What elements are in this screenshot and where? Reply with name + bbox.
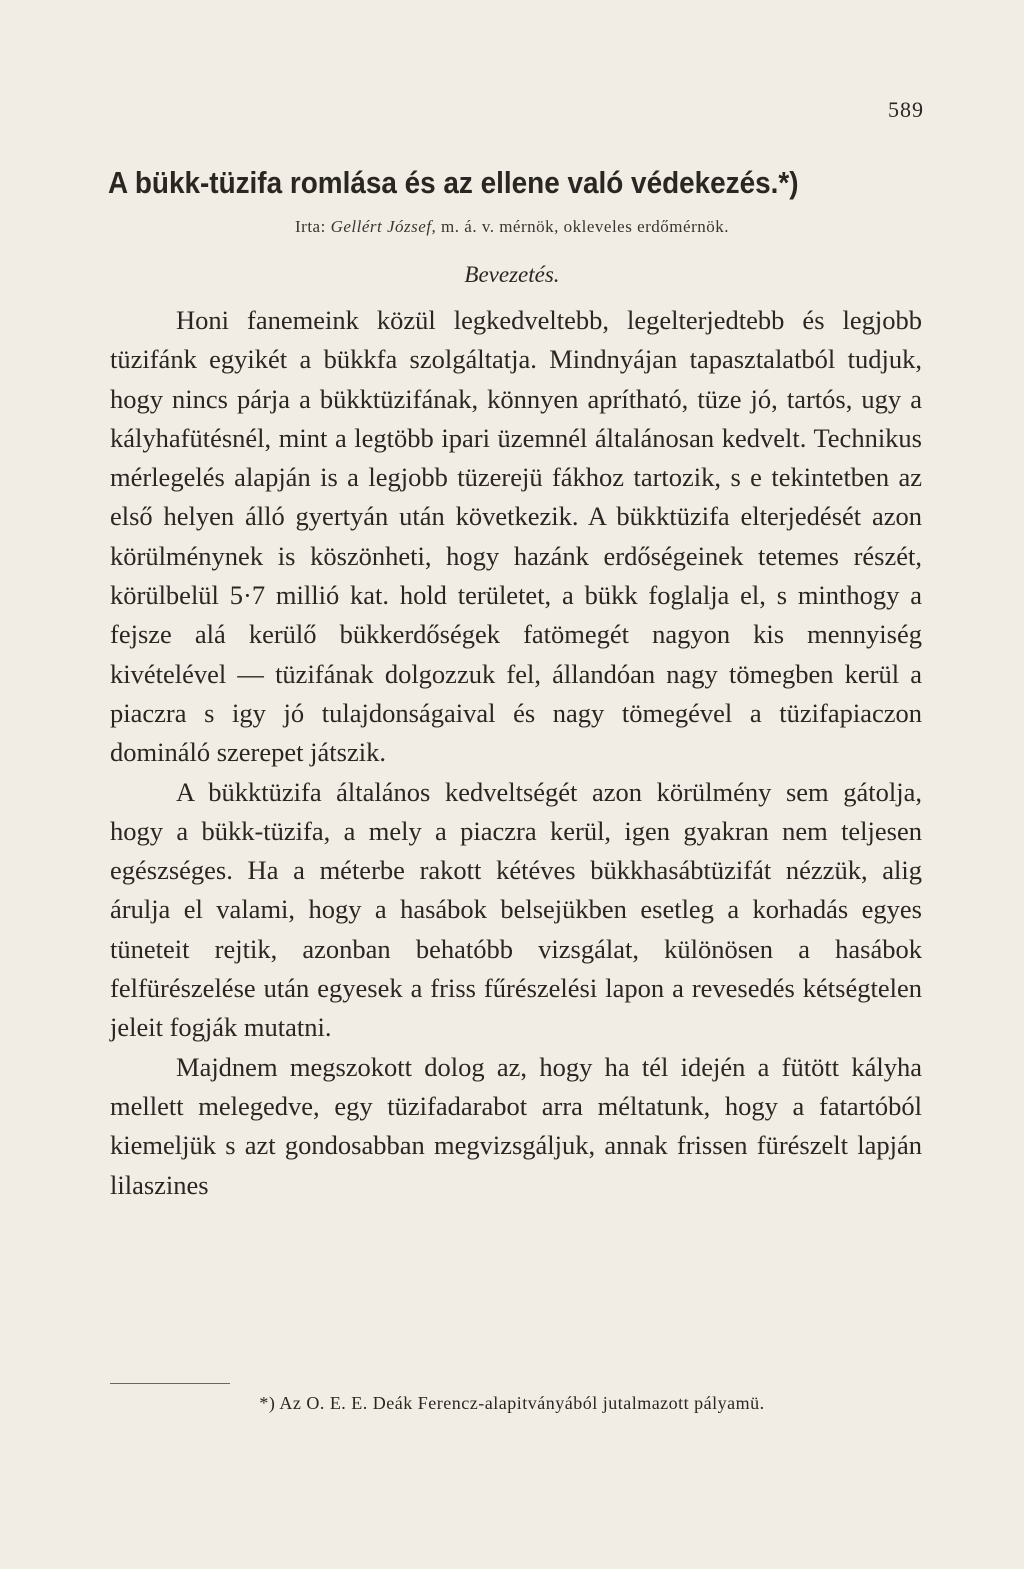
paragraph: Majdnem megszokott dolog az, hogy ha tél idején a fütött kályha mellett melegedve, egy tüzifadarabot arra méltatunk, hogy a fatartóból kiemeljük s azt gondosabban megvizsgáljuk, annak frissen fürészelt lapján lilaszines [110,1051,922,1200]
paragraph: Honi fanemeink közül legkedveltebb, legelterjedtebb és legjobb tüzifánk egyikét a bükkfa szolgáltatja. Mindnyájan tapasztalatból tudjuk, hogy nincs párja a bükktüzifának, könnyen aprítható, tüze jó, tartós, ugy a kályhafütésnél, mint a legtöbb ipari üzemnél általánosan kedvelt. Technikus mérlegelés alapján is a legjobb tüzerejü fákhoz tartozik, s e tekintetben az első helyen álló gyertyán után következik. A bükktüzifa elterjedését azon körülménynek is köszönheti, hogy hazánk erdőségeinek tetemes részét, körülbelül 5·7 millió kat. hold területet, a bükk foglalja el, s minthogy a fejsze alá kerülő bükkerdőségek fatömegét nagyon kis mennyiség kivételével — tüzifának dolgozzuk fel, állandóan nagy tömegben kerül a piaczra s igy jó tulajdonságaival és nagy tömegével a tüzifapiaczon domináló szerepet játszik. [110,305,922,768]
byline [0,217,1024,237]
author-credentials: m. á. v. mérnök, okleveles erdőmérnök. [441,217,729,236]
paragraph: A bükktüzifa általános kedveltségét azon körülmény sem gátolja, hogy a bükk-tüzifa, a mely a piaczra kerül, igen gyakran nem teljesen egészséges. Ha a méterbe rakott kétéves bükkhasábtüzifát nézzük, alig árulja el valami, hogy a hasábok belsejükben esetleg a korhadás egyes tüneteit rejtik, azonban behatóbb vizsgálat, különösen a hasábok felfürészelése után egyesek a friss fűrészelési lapon a revesedés kétségtelen jeleit fogják mutatni. [110,776,922,1043]
byline-prefix: Irta: [295,217,326,236]
article-title: A bükk-tüzifa romlása és az ellene való védekezés.*) [108,165,799,200]
article-body [110,301,922,1205]
footnote-divider [110,1383,230,1384]
section-heading: Bevezetés. [464,262,560,287]
author-name: Gellért József, [330,217,437,236]
footnote: *) Az O. E. E. Deák Ferencz-alapitványából jutalmazott pályamü. [259,1393,765,1413]
page-number: 589 [888,97,924,122]
